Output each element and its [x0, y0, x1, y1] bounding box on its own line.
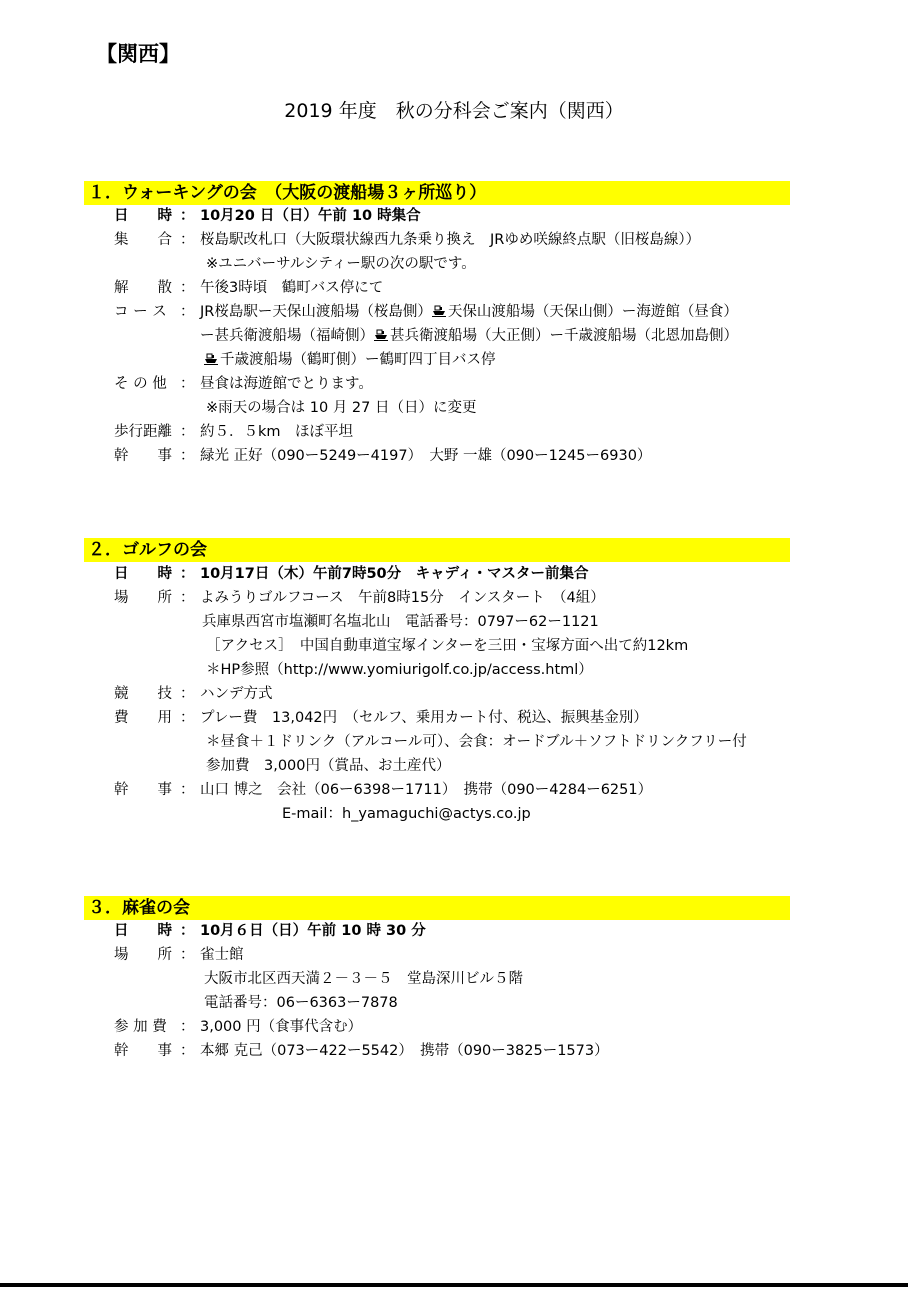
label: コ ー ス — [114, 304, 167, 320]
value: 雀士館 — [200, 947, 244, 963]
section-heading-golf: ２．ゴルフの会 — [84, 538, 790, 562]
label: 日 時 — [114, 208, 172, 224]
label: 歩行距離 — [114, 424, 172, 440]
label: 場 所 — [114, 947, 172, 963]
value: 10月20 日（日）午前 10 時集合 — [200, 208, 421, 224]
value: プレー費 13,042円 （セルフ、乗用カート付、税込、振興基金別） — [200, 710, 648, 726]
label: 日 時 — [114, 923, 172, 939]
section-heading-mahjong: ３．麻雀の会 — [84, 896, 790, 920]
label: 費 用 — [114, 710, 172, 726]
section-heading-walking: １．ウォーキングの会 （大阪の渡船場３ヶ所巡り） — [84, 181, 790, 205]
golf-access: ［アクセス］ 中国自動車道宝塚インターを三田・宝塚方面へ出て約12km — [206, 638, 689, 654]
course-part: 千歳渡船場（鶴町側）ー鶴町四丁目バス停 — [220, 352, 496, 368]
ship-icon — [204, 353, 218, 365]
label: 場 所 — [114, 590, 172, 606]
mahjong-tel: 電話番号：06ー6363ー7878 — [204, 995, 398, 1011]
value: 昼食は海遊館でとります。 — [200, 376, 373, 392]
mahjong-address: 大阪市北区西天満２－３－５ 堂島深川ビル５階 — [204, 971, 523, 987]
page-bottom-border — [0, 1283, 908, 1287]
value: 午後3時頃 鶴町バス停にて — [200, 280, 384, 296]
label: 集 合 — [114, 232, 172, 248]
label: 幹 事 — [114, 1043, 172, 1059]
value: 山口 博之 会社（06ー6398ー1711） 携帯（090ー4284ー6251） — [200, 782, 653, 798]
page-title: 2019 年度 秋の分科会ご案内（関西） — [284, 100, 624, 122]
golf-hp-link: ＊HP参照（http://www.yomiurigolf.co.jp/access.html） — [206, 662, 593, 678]
value: 緑光 正好（090ー5249ー4197） 大野 一雄（090ー1245ー6930） — [200, 448, 652, 464]
label: 幹 事 — [114, 448, 172, 464]
label: 日 時 — [114, 566, 172, 582]
value: 10月17日（木）午前7時50分 キャディ・マスター前集合 — [200, 566, 589, 582]
label: 解 散 — [114, 280, 172, 296]
value: 約５．５km ほぼ平坦 — [200, 424, 354, 440]
golf-staff-email: E-mail：h_yamaguchi@actys.co.jp — [282, 806, 531, 822]
course-part: 甚兵衛渡船場（大正側）ー千歳渡船場（北恩加島側） — [390, 328, 738, 344]
value: 10月６日（日）午前 10 時 30 分 — [200, 923, 426, 939]
value: ハンデ方式 — [200, 686, 273, 702]
walking-course-line2 — [200, 325, 738, 347]
value: 本郷 克己（073ー422ー5542） 携帯（090ー3825ー1573） — [200, 1043, 609, 1059]
label: 幹 事 — [114, 782, 172, 798]
label: そ の 他 — [114, 376, 167, 392]
golf-fee-note-1: ＊昼食＋１ドリンク（アルコール可）、会食：オードブル＋ソフトドリンクフリー付 — [206, 734, 747, 750]
course-part: JR桜島駅ー天保山渡船場（桜島側） — [200, 304, 432, 320]
label: 競 技 — [114, 686, 172, 702]
walking-meet-note: ※ユニバーサルシティー駅の次の駅です。 — [206, 256, 476, 272]
value: 桜島駅改札口（大阪環状線西九条乗り換え JRゆめ咲線終点駅（旧桜島線）） — [200, 232, 701, 248]
label: 参 加 費 — [114, 1019, 167, 1035]
golf-fee-note-2: 参加費 3,000円（賞品、お土産代） — [206, 758, 451, 774]
course-part: 天保山渡船場（天保山側）ー海遊館（昼食） — [447, 304, 738, 320]
course-part: ー甚兵衛渡船場（福崎側） — [200, 328, 374, 344]
golf-address: 兵庫県西宮市塩瀬町名塩北山 電話番号：0797ー62ー1121 — [202, 614, 599, 630]
ship-icon — [432, 305, 446, 317]
walking-rain-note: ※雨天の場合は 10 月 27 日（日）に変更 — [206, 400, 477, 416]
walking-course-line3 — [204, 349, 496, 371]
region-label: 【関西】 — [96, 42, 180, 66]
value: 3,000 円（食事代含む） — [200, 1019, 363, 1035]
ship-icon — [374, 329, 388, 341]
value: よみうりゴルフコース 午前8時15分 インスタート （4組） — [200, 590, 605, 606]
